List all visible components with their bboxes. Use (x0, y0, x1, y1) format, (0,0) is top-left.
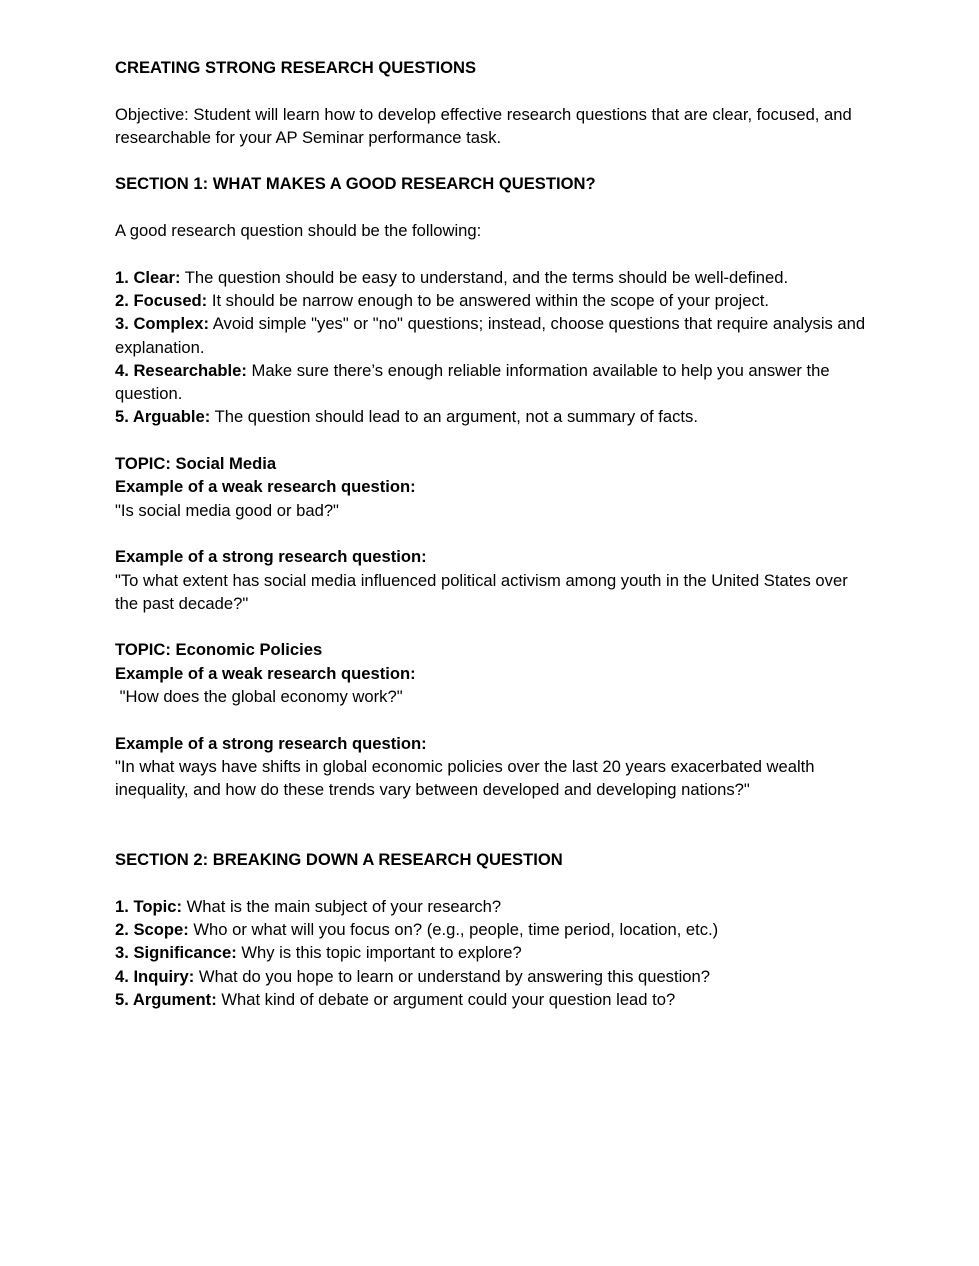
criteria-item (115, 359, 870, 406)
weak-example-label: Example of a weak research question: (115, 477, 416, 497)
section1-heading: SECTION 1: WHAT MAKES A GOOD RESEARCH QUESTION? (115, 174, 596, 194)
topic-heading: TOPIC: Economic Policies (115, 640, 323, 660)
spacer (115, 79, 870, 102)
spacer (115, 242, 870, 265)
criteria-term: 5. Arguable: (115, 407, 211, 427)
breakdown-term: 1. Topic: (115, 896, 182, 916)
spacer (115, 522, 870, 545)
strong-example-question: "In what ways have shifts in global economic policies over the last 20 years exacerbated wealth inequality, and how do these trends vary between developed and developing nations?" (115, 756, 815, 800)
weak-example-question: "How does the global economy work?" (115, 687, 403, 707)
criteria-text: The question should lead to an argument, not a summary of facts. (210, 407, 698, 427)
spacer (115, 615, 870, 638)
criteria-item (115, 266, 870, 289)
criteria-text: Make sure there’s enough reliable information available to help you answer the question. (115, 360, 830, 404)
criteria-text: Avoid simple "yes" or "no" questions; instead, choose questions that require analysis and explanation. (115, 314, 866, 357)
criteria-text: It should be narrow enough to be answered within the scope of your project. (207, 290, 769, 310)
criteria-term: 3. Complex: (115, 314, 210, 334)
criteria-text: The question should be easy to understand, and the terms should be well-defined. (180, 267, 789, 287)
breakdown-item (115, 941, 870, 964)
breakdown-text: What do you hope to learn or understand by answering this question? (194, 966, 710, 986)
breakdown-term: 4. Inquiry: (115, 966, 195, 986)
document-title: CREATING STRONG RESEARCH QUESTIONS (115, 58, 477, 77)
criteria-item (115, 405, 870, 428)
breakdown-text: What kind of debate or argument could your question lead to? (216, 989, 676, 1009)
breakdown-item (115, 965, 870, 988)
spacer (115, 708, 870, 731)
spacer (115, 429, 870, 452)
spacer (115, 871, 870, 894)
strong-example-question: "To what extent has social media influenced political activism among youth in the United States over the past decade?" (115, 570, 848, 613)
criteria-term: 2. Focused: (115, 290, 208, 310)
criteria-term: 1. Clear: (115, 267, 181, 287)
breakdown-item (115, 918, 870, 941)
breakdown-text: Who or what will you focus on? (e.g., people, time period, location, etc.) (188, 919, 719, 939)
criteria-term: 4. Researchable: (115, 360, 247, 380)
spacer (115, 196, 870, 219)
breakdown-text: What is the main subject of your research? (182, 896, 502, 916)
criteria-item (115, 289, 870, 312)
breakdown-term: 2. Scope: (115, 919, 189, 939)
criteria-item (115, 312, 870, 359)
section1-intro: A good research question should be the following: (115, 221, 482, 241)
breakdown-term: 5. Argument: (115, 989, 217, 1009)
weak-example-question: "Is social media good or bad?" (115, 500, 339, 520)
weak-example-label: Example of a weak research question: (115, 663, 416, 683)
breakdown-term: 3. Significance: (115, 943, 237, 963)
strong-example-label: Example of a strong research question: (115, 733, 427, 753)
document-page (115, 56, 870, 1011)
topic-heading: TOPIC: Social Media (115, 454, 277, 474)
breakdown-item (115, 895, 870, 918)
spacer (115, 149, 870, 172)
section2-heading: SECTION 2: BREAKING DOWN A RESEARCH QUESTION (115, 850, 563, 870)
breakdown-text: Why is this topic important to explore? (236, 943, 522, 963)
spacer (115, 802, 870, 849)
breakdown-item (115, 988, 870, 1011)
strong-example-label: Example of a strong research question: (115, 547, 427, 567)
objective-paragraph: Objective: Student will learn how to develop effective research questions that are clear, focused, and researchable for your AP Seminar performance task. (115, 104, 852, 147)
